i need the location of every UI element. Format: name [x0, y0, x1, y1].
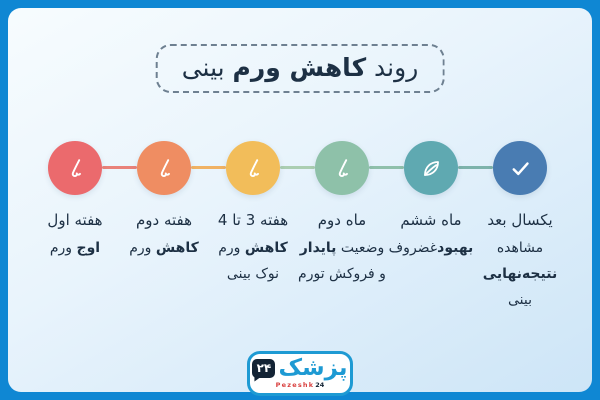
step-time-label: ماه دوم: [317, 211, 367, 229]
step-time-label: هفته اول: [47, 211, 103, 229]
logo-24-badge: ۲۴: [252, 359, 275, 378]
step-description: بهبودغضروف: [388, 240, 474, 256]
step-description: وضعیت پایدار و فروکش تورم: [298, 240, 386, 282]
timeline-step-month6: [381, 141, 481, 261]
timeline-step-week3-4: [203, 141, 303, 287]
step-circle: [48, 141, 102, 195]
logo-box: [247, 351, 353, 396]
step-circle: [137, 141, 191, 195]
step-description: کاهش ورم: [129, 240, 199, 256]
page-title-bold: کاهش ورم: [232, 53, 367, 82]
nose-icon: [151, 155, 178, 182]
step-circle: [226, 141, 280, 195]
step-circle: [315, 141, 369, 195]
logo-latin-number: 24: [315, 380, 325, 389]
timeline-step-week1: [25, 141, 125, 261]
leaf-icon: [418, 155, 445, 182]
step-description: مشاهده نتیجه‌نهایی بینی: [482, 240, 558, 308]
timeline-step-month2: [292, 141, 392, 287]
step-description: اوج ورم: [49, 240, 101, 256]
logo-row: [252, 354, 348, 381]
title-box: [156, 44, 445, 93]
step-description: کاهش ورم نوک بینی: [218, 240, 288, 282]
step-circle: [493, 141, 547, 195]
step-time-label: هفته دوم: [135, 211, 193, 229]
page-title-pre: روند: [366, 53, 419, 82]
timeline-step-year1: [470, 141, 570, 313]
nose-icon: [62, 155, 89, 182]
page-title-post: بینی: [181, 53, 233, 82]
step-circle: [404, 141, 458, 195]
check-icon: [507, 155, 534, 182]
timeline-step-week2: [114, 141, 214, 261]
step-time-label: ماه ششم: [400, 211, 462, 229]
nose-icon: [329, 155, 356, 182]
logo-latin-text: [276, 381, 325, 389]
step-time-label: یکسال بعد: [487, 211, 553, 229]
logo-fa-name: پزشک: [278, 354, 348, 381]
step-time-label: هفته 3 تا 4: [217, 211, 289, 229]
nose-icon: [240, 155, 267, 182]
logo-latin-name: Pezeshk: [275, 380, 315, 389]
